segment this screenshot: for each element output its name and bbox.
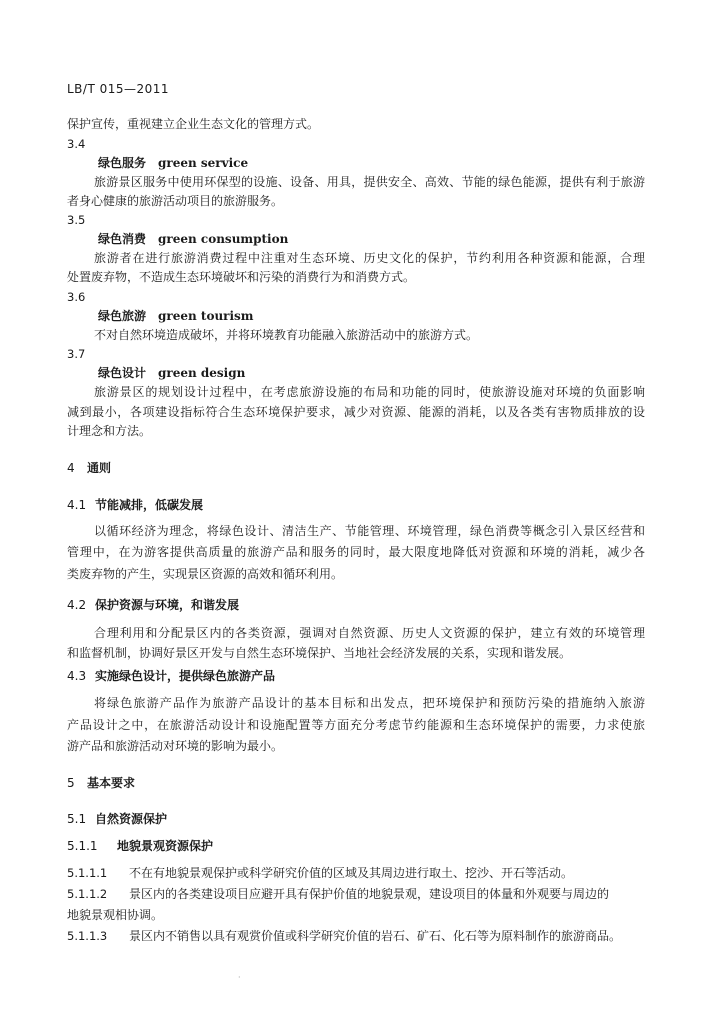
section-number: 5.1 — [67, 812, 87, 826]
definition-line: 减到最小，各项建设指标符合生态环境保护要求，减少对资源、能源的消耗，以及各类有害物质排放的设 — [67, 405, 645, 419]
definition-line: 计理念和方法。 — [67, 424, 152, 438]
paragraph-line: 合理利用和分配景区内的各类资源，强调对自然资源、历史人文资源的保护，建立有效的环境管理 — [94, 626, 645, 640]
clause-number: 3.5 — [67, 213, 86, 227]
definition-line: 者身心健康的旅游活动项目的旅游服务。 — [67, 194, 284, 208]
chapter-title: 通则 — [87, 461, 112, 475]
term-zh: 绿色设计 — [98, 366, 147, 380]
clause-text: 景区内不销售以具有观赏价值或科学研究价值的岩石、矿石、化石等为原料制作的旅游商品。 — [129, 929, 622, 943]
chapter-heading — [67, 460, 111, 476]
section-title: 保护资源与环境，和谐发展 — [95, 598, 240, 612]
term-zh: 绿色服务 — [98, 156, 147, 170]
section-heading — [67, 497, 203, 513]
clause-number: 3.7 — [67, 347, 86, 361]
chapter-title: 基本要求 — [87, 776, 136, 790]
section-title: 实施绿色设计，提供绿色旅游产品 — [95, 669, 276, 683]
definition-line: 旅游景区的规划设计过程中，在考虑旅游设施的布局和功能的同时，使旅游设施对环境的负面影响 — [94, 385, 645, 399]
text-line: 保护宣传，重视建立企业生态文化的管理方式。 — [67, 117, 320, 131]
subsection-heading — [67, 838, 213, 854]
section-title: 自然资源保护 — [95, 812, 168, 826]
section-number: 4.2 — [67, 598, 87, 612]
section-heading — [67, 668, 275, 684]
paragraph-line: 和监督机制，协调好景区开发与自然生态环境保护、当地社会经济发展的关系，实现和谐发展。 — [67, 646, 572, 660]
chapter-heading — [67, 775, 135, 791]
subsection-number: 5.1.1 — [67, 839, 98, 853]
paragraph-line: 将绿色旅游产品作为旅游产品设计的基本目标和出发点，把环境保护和预防污染的措施纳入旅游 — [94, 696, 645, 710]
section-number: 4.1 — [67, 498, 87, 512]
paragraph-line: 产品设计之中，在旅游活动设计和设施配置等方面充分考虑节约能源和生态环境保护的需要，力求使旅 — [67, 718, 645, 732]
paragraph-line: 管理中，在为游客提供高质量的旅游产品和服务的同时，最大限度地降低对资源和环境的消耗，减少各 — [67, 545, 645, 559]
paragraph-line: 类废弃物的产生，实现景区资源的高效和循环利用。 — [67, 567, 344, 581]
clause-number: 5.1.1.1 — [67, 866, 108, 880]
chapter-number: 5 — [67, 776, 75, 790]
clause-number: 3.4 — [67, 137, 86, 151]
clause-line — [67, 928, 621, 944]
section-heading — [67, 597, 239, 613]
clause-number: 5.1.1.3 — [67, 929, 108, 943]
clause-line: 地貌景观相协调。 — [67, 908, 164, 922]
paragraph-line: 游产品和旅游活动对环境的影响为最小。 — [67, 739, 284, 753]
definition-line: 不对自然环境造成破坏，并将环境教育功能融入旅游活动中的旅游方式。 — [94, 328, 479, 342]
term-heading — [98, 231, 288, 247]
paragraph-line: 以循环经济为理念，将绿色设计、清洁生产、节能管理、环境管理，绿色消费等概念引入景区经营和 — [94, 524, 645, 538]
section-title: 节能减排，低碳发展 — [95, 498, 204, 512]
section-heading — [67, 811, 167, 827]
definition-line: 旅游者在进行旅游消费过程中注重对生态环境、历史文化的保护，节约利用各种资源和能源，合理 — [94, 251, 645, 265]
clause-text: 景区内的各类建设项目应避开具有保护价值的地貌景观，建设项目的体量和外观要与周边的 — [129, 887, 610, 901]
clause-number: 3.6 — [67, 290, 86, 304]
clause-line — [67, 886, 609, 902]
section-number: 4.3 — [67, 669, 87, 683]
term-en: green tourism — [158, 309, 254, 323]
page-dot-mark: · — [238, 973, 241, 982]
term-en: green consumption — [158, 232, 289, 246]
term-zh: 绿色旅游 — [98, 309, 147, 323]
clause-text: 不在有地貌景观保护或科学研究价值的区域及其周边进行取土、挖沙、开石等活动。 — [129, 866, 574, 880]
term-en: green service — [158, 156, 249, 170]
clause-line — [67, 865, 573, 881]
term-zh: 绿色消费 — [98, 232, 147, 246]
term-heading — [98, 365, 245, 381]
chapter-number: 4 — [67, 461, 75, 475]
definition-line: 处置废弃物，不造成生态环境破坏和污染的消费行为和消费方式。 — [67, 270, 416, 284]
definition-line: 旅游景区服务中使用环保型的设施、设备、用具，提供安全、高效、节能的绿色能源，提供有利于旅游 — [94, 175, 645, 189]
term-heading — [98, 155, 248, 171]
subsection-title: 地貌景观资源保护 — [117, 839, 214, 853]
term-heading — [98, 308, 254, 324]
term-en: green design — [158, 366, 246, 380]
standard-code-header: LB/T 015—2011 — [67, 82, 170, 96]
clause-number: 5.1.1.2 — [67, 887, 108, 901]
